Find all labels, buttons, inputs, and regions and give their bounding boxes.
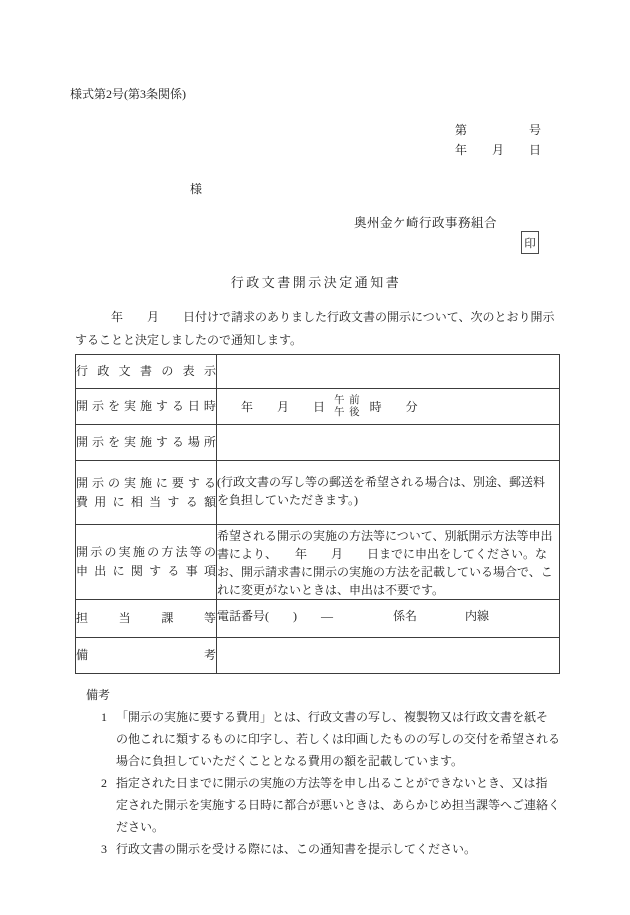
issue-date-day: 日 [528, 143, 541, 157]
method-note-line-4: れに変更がないときは、申出は不要です。 [217, 583, 445, 597]
remark-3-line-1: 行政文書の開示を受ける際には、この通知書を提示してください。 [116, 842, 477, 856]
table-row-disclosure-place [76, 425, 560, 461]
method-note-line-1: 希望される開示の実施の方法等について、別紙開示方法等申出 [217, 529, 553, 543]
am-pm-selector [334, 395, 361, 419]
remark-2-line-2: 定された開示を実施する日時に都合が悪いときは、あらかじめ担当課等へご連絡く [116, 798, 561, 812]
remarks-value-cell [217, 638, 560, 674]
form-id: 様式第2号(第3条関係) [70, 87, 186, 101]
document-display-label: 行 政 文 書 の 表 示 [76, 364, 216, 378]
disclosure-table [75, 354, 560, 674]
method-notification-label-line-1: 開 示 の 実 施 の 方 法 等 の [76, 545, 216, 559]
remark-1-line-2: の他これに類するものに印字し、若しくは印画したものの写しの交付を希望される [116, 732, 561, 746]
phone-number-line: 電話番号( ) — 係名 内線 [217, 609, 489, 623]
disclosure-datetime-value-cell [217, 389, 560, 425]
document-display-value-cell [217, 355, 560, 389]
pm-label: 午 後 [334, 406, 361, 418]
document-number-prefix: 第 [455, 123, 468, 137]
seal-stamp-box: 印 [521, 231, 539, 254]
datetime-time-blanks: 時 分 [369, 400, 418, 414]
disclosure-cost-label-line-1: 開 示 の 実 施 に 要 す る [76, 475, 216, 490]
table-row-remarks [76, 638, 560, 674]
remark-1-line-3: 場合に負担していただくこととなる費用の額を記載しています。 [116, 754, 464, 768]
method-note-line-3: お、開示請求書に開示の実施の方法を記載している場合で、こ [217, 565, 553, 579]
disclosure-cost-label-line-2: 費 用 に 相 当 す る 額 [76, 494, 216, 509]
remark-item-3 [86, 838, 564, 860]
disclosure-datetime-label: 開 示 を 実 施 す る 日 時 [76, 399, 216, 413]
cost-note-line-2: を負担していただきます。) [217, 493, 359, 507]
method-notification-value-cell [217, 525, 560, 600]
remark-2-line-3: ださい。 [116, 820, 165, 834]
method-notification-label-line-2: 申 出 に 関 す る 事 項 [76, 564, 216, 578]
intro-line-1: 年 月 日付けで請求のありました行政文書の開示について、次のとおり開示 [75, 310, 555, 324]
contact-section-label: 担 当 課 等 [76, 611, 216, 625]
intro-paragraph [75, 306, 555, 352]
cost-note-line-1: (行政文書の写し等の郵送を希望される場合は、別途、郵送料 [217, 475, 545, 489]
document-title: 行政文書開示決定通知書 [230, 275, 402, 290]
remark-3-number: 3 [101, 842, 107, 856]
issue-date-line [455, 141, 541, 158]
table-row-method-notification [76, 525, 560, 600]
intro-line-2: することと決定しましたので通知します。 [75, 333, 303, 347]
remark-1-line-1: 「開示の実施に要する費用」とは、行政文書の写し、複製物又は行政文書を紙そ [116, 710, 549, 724]
table-row-disclosure-datetime [76, 389, 560, 425]
remarks-section [86, 684, 564, 860]
issue-date-month: 月 [491, 143, 504, 157]
remarks-row-label: 備 考 [76, 648, 216, 662]
datetime-date-blanks: 年 月 日 [217, 400, 326, 414]
issuer-name: 奥州金ケ崎行政事務組合 [354, 216, 498, 230]
am-label: 午 前 [334, 394, 361, 406]
table-row-document-display [76, 355, 560, 389]
remark-2-line-1: 指定された日までに開示の実施の方法等を申し出ることができないとき、又は指 [116, 776, 548, 790]
disclosure-place-label: 開 示 を 実 施 す る 場 所 [76, 435, 216, 449]
remark-item-1 [86, 706, 564, 772]
remarks-heading: 備考 [86, 688, 111, 702]
contact-value-cell [217, 600, 560, 638]
addressee-honorific: 様 [190, 182, 203, 196]
document-number-line [455, 121, 541, 138]
issue-date-year: 年 [455, 143, 468, 157]
document-number-suffix: 号 [528, 123, 541, 137]
method-note-line-2: 書により、 年 月 日までに申出をしてください。な [217, 547, 548, 561]
remark-2-number: 2 [101, 776, 107, 790]
table-row-contact-section [76, 600, 560, 638]
remark-1-number: 1 [101, 710, 107, 724]
disclosure-place-value-cell [217, 425, 560, 461]
disclosure-cost-value-cell [217, 461, 560, 525]
table-row-disclosure-cost [76, 461, 560, 525]
remark-item-2 [86, 772, 564, 838]
